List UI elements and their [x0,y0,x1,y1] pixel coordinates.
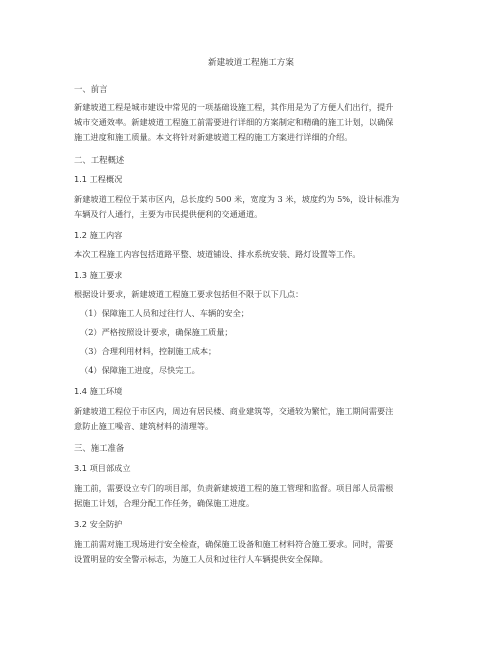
document-title: 新建坡道工程施工方案 [208,58,294,68]
paragraph-line: 意防止施工噪音、建筑材料的清理等。 [74,421,214,431]
section-heading-preparation: 三、施工准备 [74,443,125,453]
paragraph-line: 根据设计要求，新建坡道工程施工要求包括但不限于以下几点： [74,289,304,299]
paragraph-line: 据施工计划，合理分配工作任务，确保施工进度。 [74,498,255,508]
subsection-heading: 1.4 施工环境 [74,386,123,396]
section-heading-preface: 一、前言 [74,84,108,94]
paragraph-line: 新建坡道工程位于市区内，周边有居民楼、商业建筑等，交通较为繁忙，施工期间需要注 [74,406,394,416]
paragraph-line: 设置明显的安全警示标志，为施工人员和过往行人车辆提供安全保障。 [74,554,328,564]
paragraph-line: 施工前需对施工现场进行安全检查，确保施工设备和施工材料符合施工要求。同时，需要 [74,539,394,549]
list-item: （4）保障施工进度，尽快完工。 [80,365,200,375]
paragraph-line: 本次工程施工内容包括道路平整、坡道铺设、排水系统安装、路灯设置等工作。 [74,249,361,259]
list-item: （2）严格按照设计要求，确保施工质量； [80,327,233,337]
list-item: （1）保障施工人员和过往行人、车辆的安全； [80,308,249,318]
subsection-heading: 1.2 施工内容 [74,230,123,240]
paragraph-line: 施工进度和施工质量。本文将针对新建坡道工程的施工方案进行详细的介绍。 [74,132,353,142]
paragraph-line: 车辆及行人通行，主要为市民提供便利的交通通道。 [74,209,263,219]
paragraph-line: 新建坡道工程是城市建设中常见的一项基础设施工程，其作用是为了方便人们出行，提升 [74,102,394,112]
subsection-heading: 1.1 工程概况 [74,174,123,184]
subsection-heading: 3.2 安全防护 [74,519,123,529]
list-item: （3）合理利用材料，控制施工成本； [80,346,217,356]
paragraph-line: 施工前，需要设立专门的项目部，负责新建坡道工程的施工管理和监督。项目部人员需根 [74,483,394,493]
paragraph-line: 城市交通效率。新建坡道工程施工前需要进行详细的方案制定和精确的施工计划，以确保 [74,117,394,127]
subsection-heading: 1.3 施工要求 [74,270,123,280]
section-heading-overview: 二、工程概述 [74,155,125,165]
subsection-heading: 3.1 项目部成立 [74,463,131,473]
paragraph-line: 新建坡道工程位于某市区内，总长度约 500 米，宽度为 3 米，坡度约为 5%，设计标准为 [74,194,400,204]
